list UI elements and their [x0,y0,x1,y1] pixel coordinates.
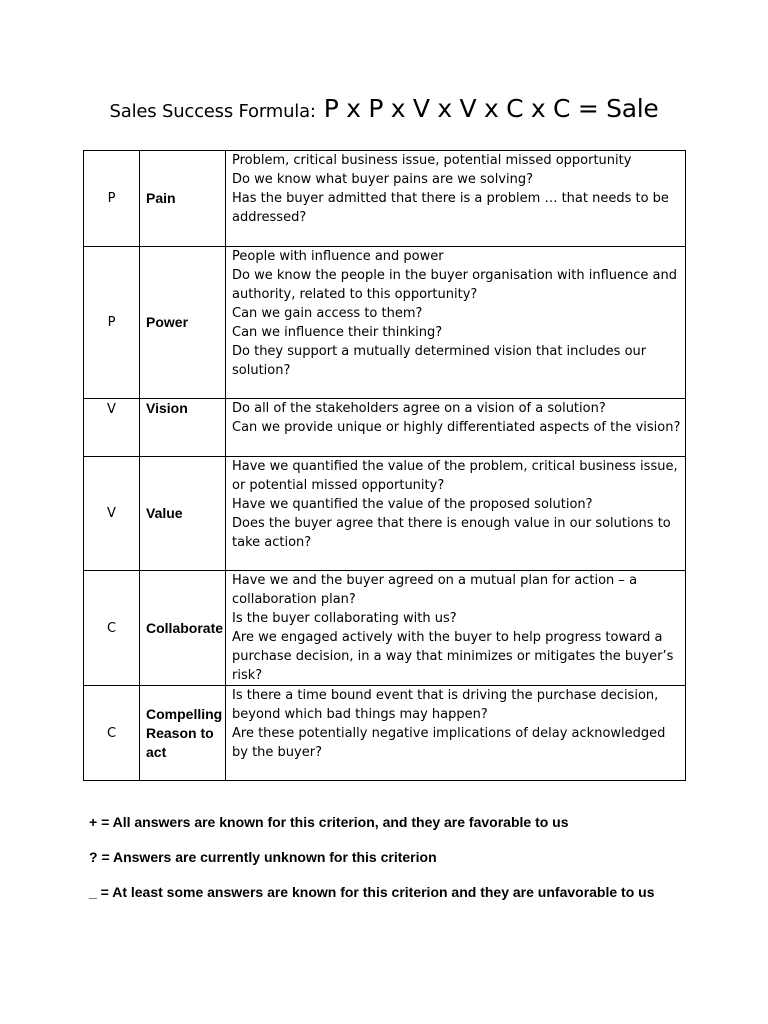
description-line: Is the buyer collaborating with us? [232,611,457,626]
legend-unfavorable: _ = At least some answers are known for this criterion and they are unfavorable to us [89,884,655,900]
row-letter: V [84,399,140,457]
title-label: Sales Success Formula: [109,101,316,122]
table-row [84,457,686,571]
description-line: Have we quantified the value of the proposed solution? [232,497,593,512]
row-letter: P [84,151,140,247]
description-line: Are these potentially negative implications of delay acknowledged by the buyer? [232,726,666,760]
row-name: Value [140,457,226,571]
description-line: People with influence and power [232,249,444,264]
row-description [226,151,686,247]
row-letter: C [84,571,140,686]
description-line: Do all of the stakeholders agree on a vision of a solution? [232,401,606,416]
description-line: Do they support a mutually determined vision that includes our solution? [232,344,647,378]
table-row [84,247,686,399]
row-description [226,457,686,571]
description-line: Does the buyer agree that there is enough value in our solutions to take action? [232,516,671,550]
row-description [226,399,686,457]
description-line: Are we engaged actively with the buyer to help progress toward a purchase decision, in a way that minimizes or mitigates the buyer’s risk? [232,630,674,683]
description-line: Have we quantified the value of the problem, critical business issue, or potential missed opportunity? [232,459,678,493]
description-line: Do we know the people in the buyer organisation with influence and authority, related to this opportunity? [232,268,677,302]
row-letter: V [84,457,140,571]
row-description [226,571,686,686]
row-letter: P [84,247,140,399]
description-line: Can we influence their thinking? [232,325,443,340]
description-line: Do we know what buyer pains are we solving? [232,172,533,187]
row-letter: C [84,686,140,781]
row-description [226,686,686,781]
table-row [84,686,686,781]
description-line: Problem, critical business issue, potential missed opportunity [232,153,632,168]
table-row [84,571,686,686]
description-line: Can we provide unique or highly differentiated aspects of the vision? [232,420,681,435]
row-name: Power [140,247,226,399]
page-title [0,94,768,123]
row-name: Vision [140,399,226,457]
formula-table [83,150,686,781]
row-description [226,247,686,399]
legend-unknown: ? = Answers are currently unknown for this criterion [89,849,437,865]
legend-favorable: + = All answers are known for this criterion, and they are favorable to us [89,814,569,830]
table-row [84,399,686,457]
description-line: Can we gain access to them? [232,306,423,321]
title-formula: P x P x V x V x C x C = Sale [323,94,659,123]
row-name: Collaborate [140,571,226,686]
description-line: Is there a time bound event that is driving the purchase decision, beyond which bad things may happen? [232,688,659,722]
table-row [84,151,686,247]
description-line: Has the buyer admitted that there is a problem … that needs to be addressed? [232,191,669,225]
row-name: Compelling Reason to act [140,686,226,781]
row-name: Pain [140,151,226,247]
description-line: Have we and the buyer agreed on a mutual plan for action – a collaboration plan? [232,573,638,607]
